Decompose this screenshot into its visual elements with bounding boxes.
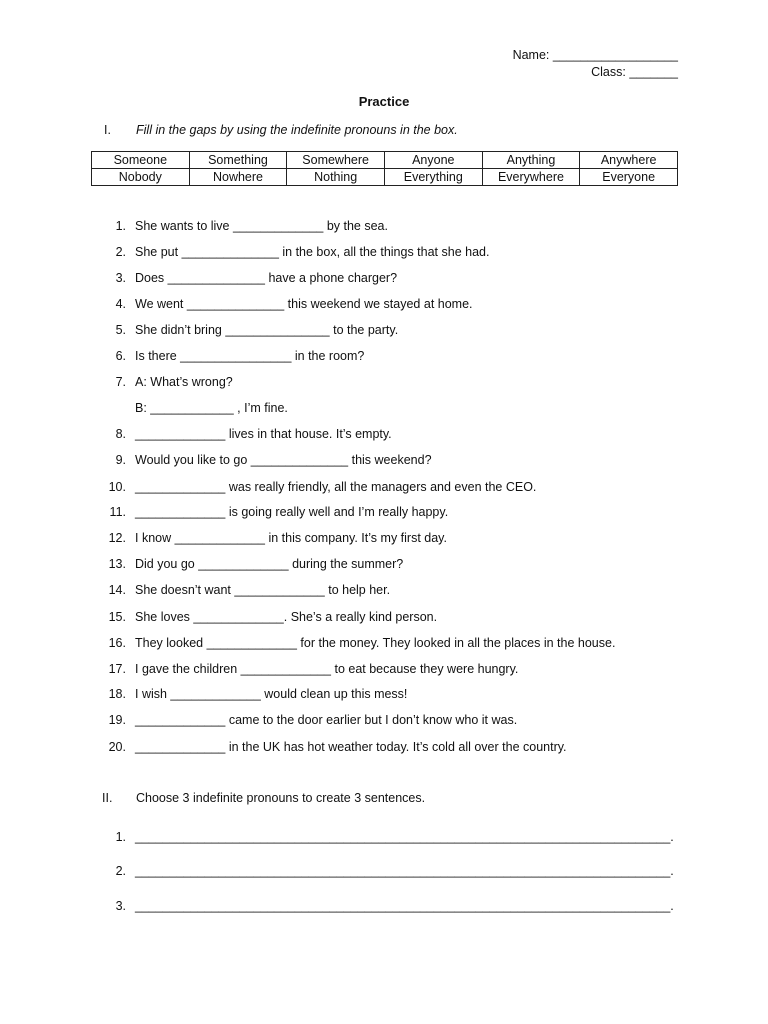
- item-text: _____________ came to the door earlier but I don’t know who it was.: [135, 713, 518, 727]
- item-text: Did you go _____________ during the summer?: [135, 557, 404, 571]
- item-text: _____________ is going really well and I’m really happy.: [135, 505, 449, 519]
- item-number: 2.: [115, 864, 126, 878]
- item-text: I gave the children _____________ to eat because they were hungry.: [135, 662, 519, 676]
- item-number: 11.: [109, 505, 126, 519]
- word-box-cell: Everywhere: [482, 169, 580, 186]
- section-2-instruction: Choose 3 indefinite pronouns to create 3 sentences.: [136, 791, 426, 805]
- section-2-heading: [102, 791, 425, 805]
- item-text: She loves _____________. She’s a really kind person.: [135, 610, 438, 624]
- item-number: 18.: [108, 687, 126, 701]
- sentence-blank: _____________________________________________________________________________.: [135, 864, 674, 878]
- sentence-blank: _____________________________________________________________________________.: [135, 899, 674, 913]
- item-number: 3.: [115, 899, 126, 913]
- item-text: She wants to live _____________ by the sea.: [135, 219, 388, 233]
- section-1-numeral: I.: [104, 123, 111, 137]
- word-box-cell: Anything: [482, 152, 580, 169]
- item-text: Would you like to go ______________ this weekend?: [135, 453, 432, 467]
- item-text: She didn’t bring _______________ to the party.: [135, 323, 399, 337]
- item-number: 4.: [115, 297, 126, 311]
- section-1-heading: [104, 123, 458, 137]
- item-text: They looked _____________ for the money. They looked in all the places in the house.: [135, 636, 616, 650]
- item-number: 9.: [115, 453, 126, 467]
- item-text: We went ______________ this weekend we stayed at home.: [135, 297, 473, 311]
- word-box-cell: Nowhere: [189, 169, 287, 186]
- item-text: I wish _____________ would clean up this mess!: [135, 687, 408, 701]
- item-number: 1.: [115, 830, 126, 844]
- item-text: Is there ________________ in the room?: [135, 349, 365, 363]
- item-number: 13.: [108, 557, 126, 571]
- item-number: 17.: [108, 662, 126, 676]
- item-number: 6.: [115, 349, 126, 363]
- item-number: 16.: [108, 636, 126, 650]
- section-1-instruction: Fill in the gaps by using the indefinite pronouns in the box.: [136, 123, 458, 137]
- word-box-cell: Someone: [92, 152, 190, 169]
- word-box-cell: Nothing: [287, 169, 385, 186]
- word-box-cell: Anyone: [384, 152, 482, 169]
- item-text: She put ______________ in the box, all the things that she had.: [135, 245, 490, 259]
- word-box-cell: Something: [189, 152, 287, 169]
- item-number: 12.: [108, 531, 126, 545]
- item-number: 19.: [108, 713, 126, 727]
- item-text: B: ____________ , I’m fine.: [135, 401, 288, 415]
- item-text: _____________ was really friendly, all the managers and even the CEO.: [135, 480, 537, 494]
- sentence-blank: _____________________________________________________________________________.: [135, 830, 674, 844]
- item-text: A: What’s wrong?: [135, 375, 233, 389]
- item-number: 15.: [108, 610, 126, 624]
- item-number: 8.: [115, 427, 126, 441]
- item-number: 5.: [115, 323, 126, 337]
- item-number: 2.: [115, 245, 126, 259]
- word-box-cell: Nobody: [92, 169, 190, 186]
- item-text: _____________ lives in that house. It’s empty.: [135, 427, 392, 441]
- class-field: Class: _______: [591, 65, 678, 79]
- item-text: I know _____________ in this company. It’s my first day.: [135, 531, 447, 545]
- word-box-cell: Somewhere: [287, 152, 385, 169]
- name-field: Name: __________________: [512, 48, 678, 62]
- page-title: Practice: [358, 94, 410, 109]
- word-box-cell: Everyone: [580, 169, 678, 186]
- item-text: She doesn’t want _____________ to help her.: [135, 583, 391, 597]
- word-box-table: [91, 151, 678, 186]
- item-number: 7.: [115, 375, 126, 389]
- word-box-cell: Everything: [384, 169, 482, 186]
- item-number: 3.: [115, 271, 126, 285]
- word-box-row: [92, 169, 678, 186]
- item-number: 10.: [108, 480, 126, 494]
- item-text: _____________ in the UK has hot weather today. It’s cold all over the country.: [135, 740, 567, 754]
- item-number: 20.: [108, 740, 126, 754]
- item-number: 1.: [115, 219, 126, 233]
- word-box-cell: Anywhere: [580, 152, 678, 169]
- word-box-row: [92, 152, 678, 169]
- item-number: 14.: [108, 583, 126, 597]
- item-text: Does ______________ have a phone charger?: [135, 271, 398, 285]
- section-2-numeral: II.: [102, 791, 113, 805]
